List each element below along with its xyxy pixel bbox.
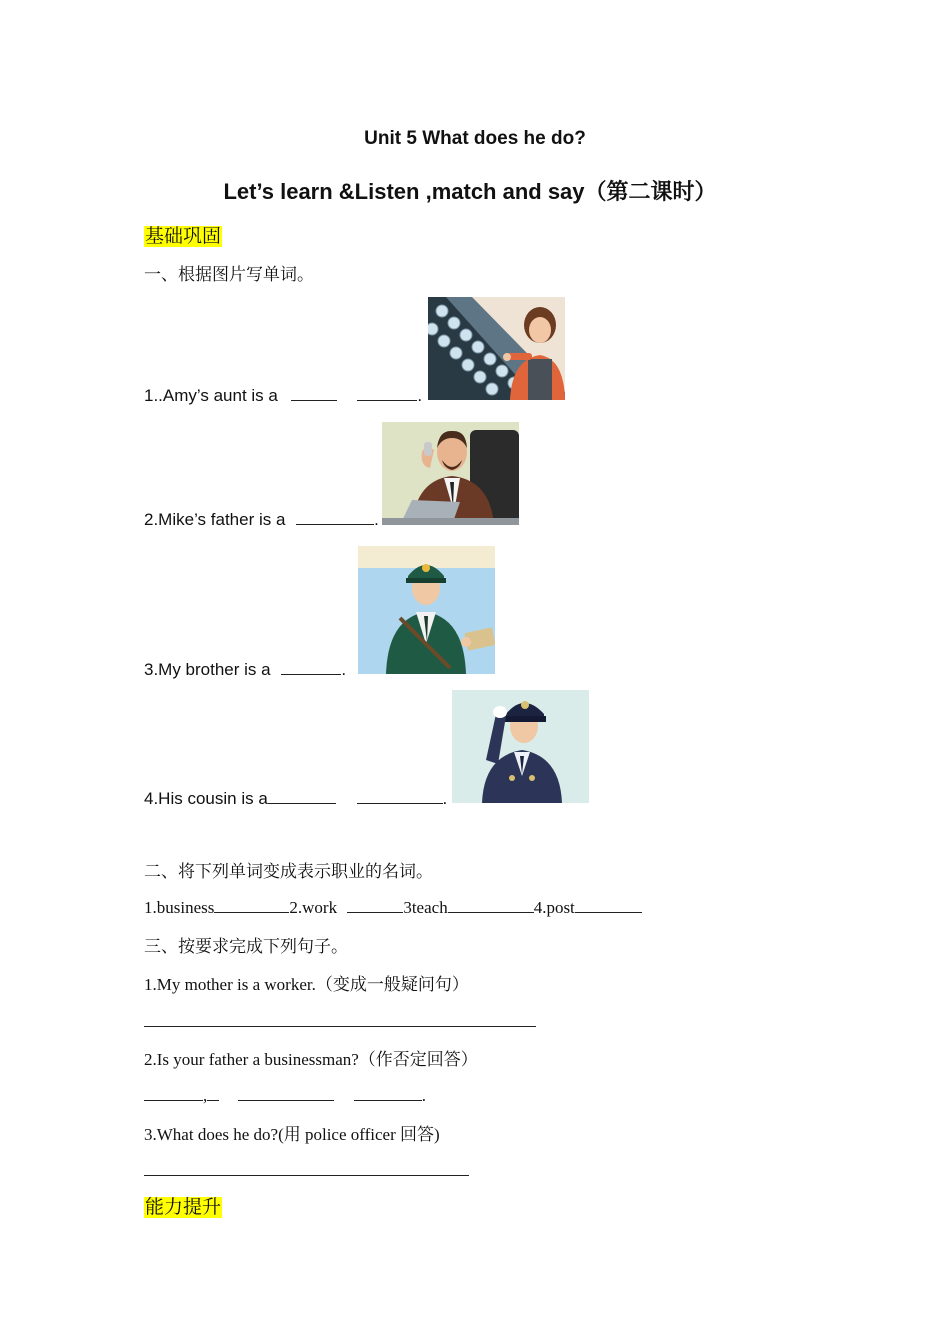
answer-blank[interactable] <box>357 384 417 401</box>
postman-image <box>358 546 495 674</box>
part3-question-2: 2.Is your father a businessman?（作否定回答） <box>144 1050 478 1069</box>
question-4: 4.His cousin is a . <box>144 789 448 808</box>
answer-blank[interactable] <box>296 508 374 525</box>
answer-blank[interactable] <box>238 1084 334 1101</box>
answer-blank[interactable] <box>291 384 337 401</box>
answer-blank[interactable] <box>268 787 336 804</box>
answer-blank[interactable] <box>357 787 443 804</box>
word-row: 1.business 2.work 3teach 4.post <box>144 896 642 918</box>
police-officer-image <box>452 690 589 803</box>
section-label-advanced: 能力提升 <box>145 1197 222 1218</box>
lesson-title: Let’s learn &Listen ,match and say（第二课时） <box>223 179 717 204</box>
part3-question-3: 3.What does he do?(用 police officer 回答) <box>144 1125 440 1144</box>
businessman-image <box>382 422 519 525</box>
unit-title: Unit 5 What does he do? <box>364 128 586 149</box>
answer-row: , . <box>144 1084 426 1106</box>
question-3: 3.My brother is a . <box>144 660 347 679</box>
answer-blank[interactable] <box>448 896 534 913</box>
worker-image <box>428 297 565 400</box>
answer-line[interactable] <box>144 1175 469 1176</box>
answer-blank[interactable] <box>144 1084 203 1101</box>
question-2: 2.Mike’s father is a . <box>144 510 379 529</box>
answer-line[interactable] <box>144 1026 536 1027</box>
answer-blank[interactable] <box>214 896 289 913</box>
part2-heading: 二、将下列单词变成表示职业的名词。 <box>144 862 433 881</box>
answer-blank[interactable] <box>281 658 341 675</box>
part3-question-1: 1.My mother is a worker.（变成一般疑问句） <box>144 975 469 994</box>
section-label-basic: 基础巩固 <box>145 226 222 247</box>
answer-blank[interactable] <box>347 896 403 913</box>
answer-blank[interactable] <box>354 1084 422 1101</box>
part3-heading: 三、按要求完成下列句子。 <box>144 937 348 956</box>
part1-heading: 一、根据图片写单词。 <box>144 265 314 284</box>
question-1: 1..Amy’s aunt is a . <box>144 386 423 405</box>
answer-blank[interactable] <box>575 896 642 913</box>
answer-blank[interactable] <box>207 1084 219 1101</box>
